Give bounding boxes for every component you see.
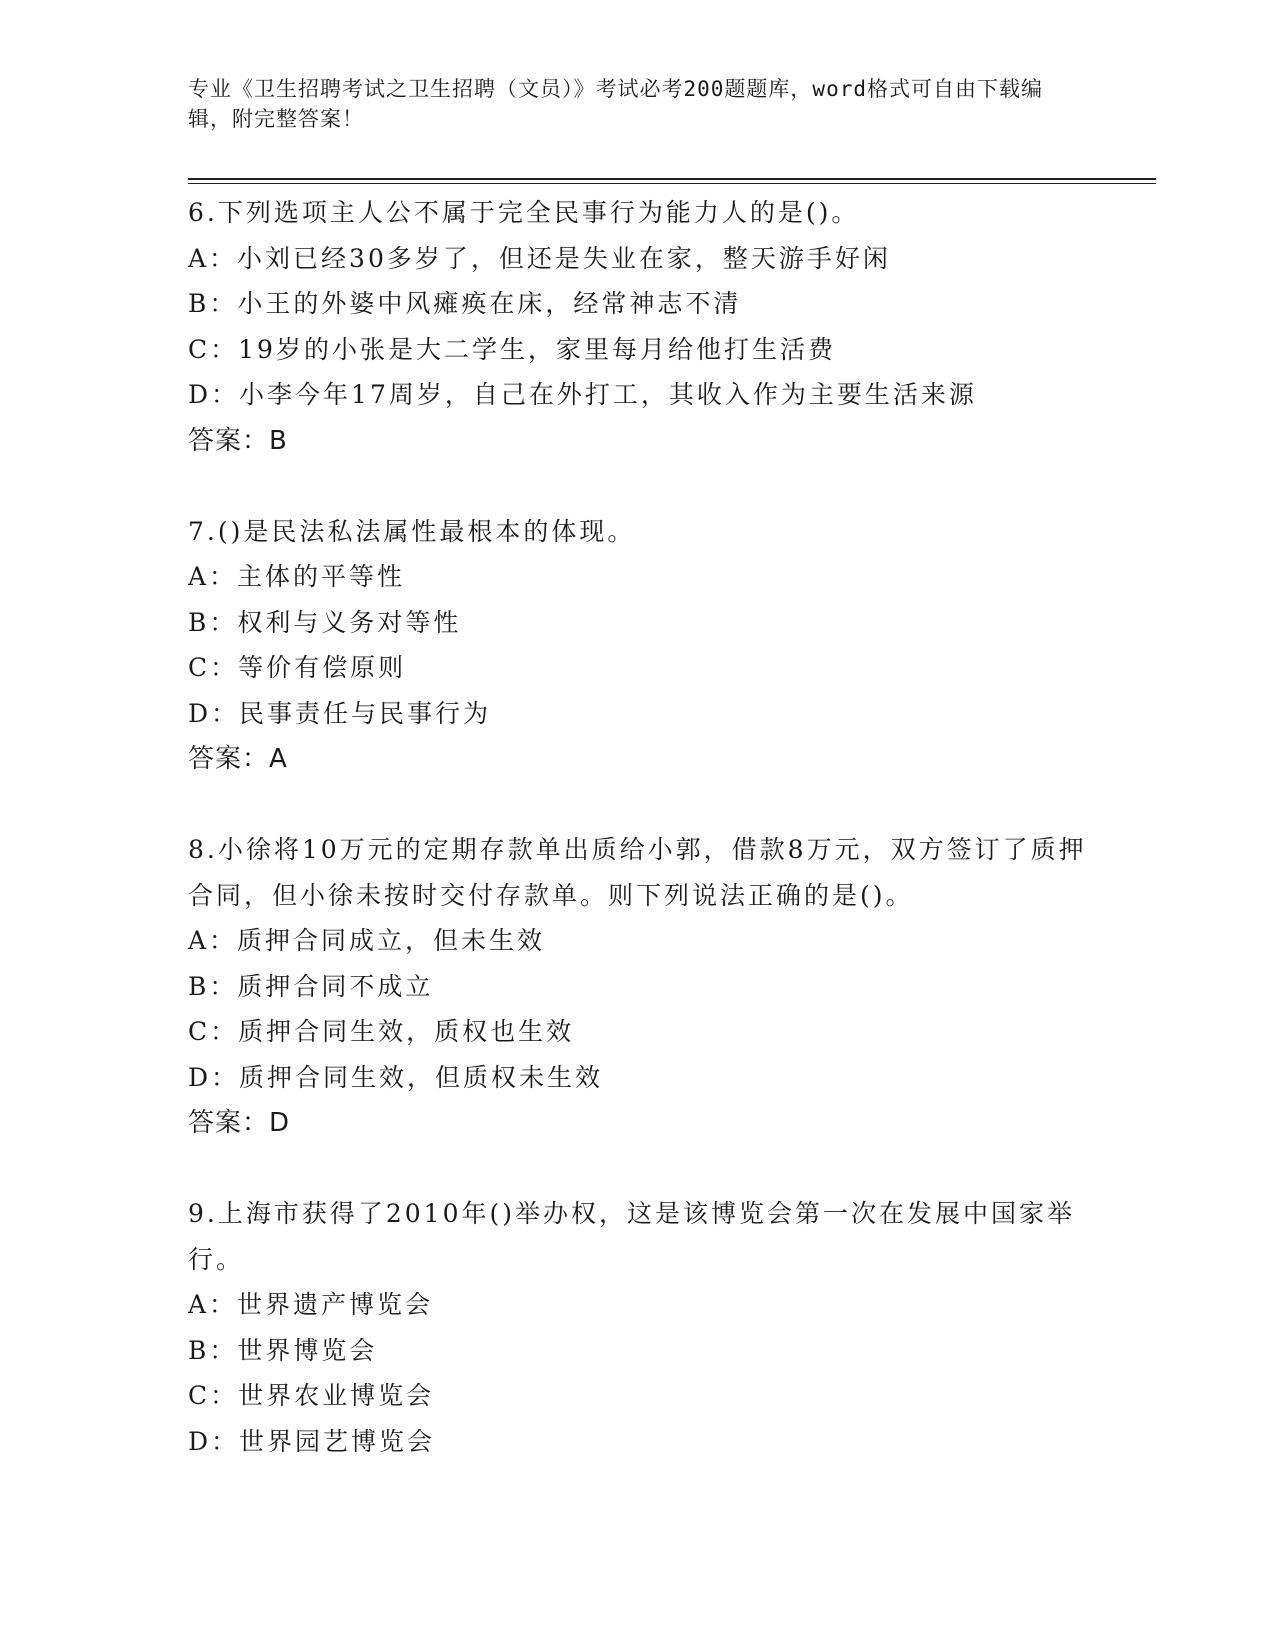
answer-label: 答案：A [188,744,288,774]
question-list [188,190,1088,1509]
option-b: B：世界博览会 [188,1335,378,1365]
option-d: D：小李今年17周岁，自己在外打工，其收入作为主要生活来源 [188,380,977,409]
question-text: 9.上海市获得了2010年()举办权，这是该博览会第一次在发展中国家举行。 [188,1199,1075,1274]
option-a: A：小刘已经30多岁了，但还是失业在家，整天游手好闲 [188,243,891,273]
question-text: 6.下列选项主人公不属于完全民事行为能力人的是()。 [188,198,860,227]
option-d: D：世界园艺博览会 [188,1426,436,1456]
question-6 [188,190,1088,464]
answer-label: 答案：B [188,425,288,456]
option-d: D：民事责任与民事行为 [188,698,492,728]
option-b: B：权利与义务对等性 [188,607,462,637]
option-c: C：等价有偿原则 [188,653,407,682]
option-a: A：主体的平等性 [188,562,406,591]
question-8 [188,827,1088,1146]
option-c: C：质押合同生效，质权也生效 [188,1017,575,1046]
option-b: B：质押合同不成立 [188,971,434,1001]
option-c: C：19岁的小张是大二学生，家里每月给他打生活费 [188,334,836,364]
option-c: C：世界农业博览会 [188,1381,435,1410]
header-divider-thin [188,183,1156,184]
question-text: 7.()是民法私法属性最根本的体现。 [188,516,636,546]
option-b: B：小王的外婆中风瘫痪在床，经常神志不清 [188,289,742,318]
answer-label: 答案：D [188,1108,291,1138]
question-7 [188,509,1088,783]
question-9 [188,1191,1088,1464]
option-a: A：质押合同成立，但未生效 [188,926,546,955]
option-a: A：世界遗产博览会 [188,1290,434,1319]
header-divider-thick [188,178,1156,180]
option-d: D：质押合同生效，但质权未生效 [188,1062,604,1092]
document-header: 专业《卫生招聘考试之卫生招聘（文员）》考试必考200题题库，word格式可自由下载编辑，附完整答案！ [188,77,1043,131]
question-text: 8.小徐将10万元的定期存款单出质给小郭，借款8万元，双方签订了质押合同，但小徐未按时交付存款单。则下列说法正确的是()。 [188,835,1087,910]
